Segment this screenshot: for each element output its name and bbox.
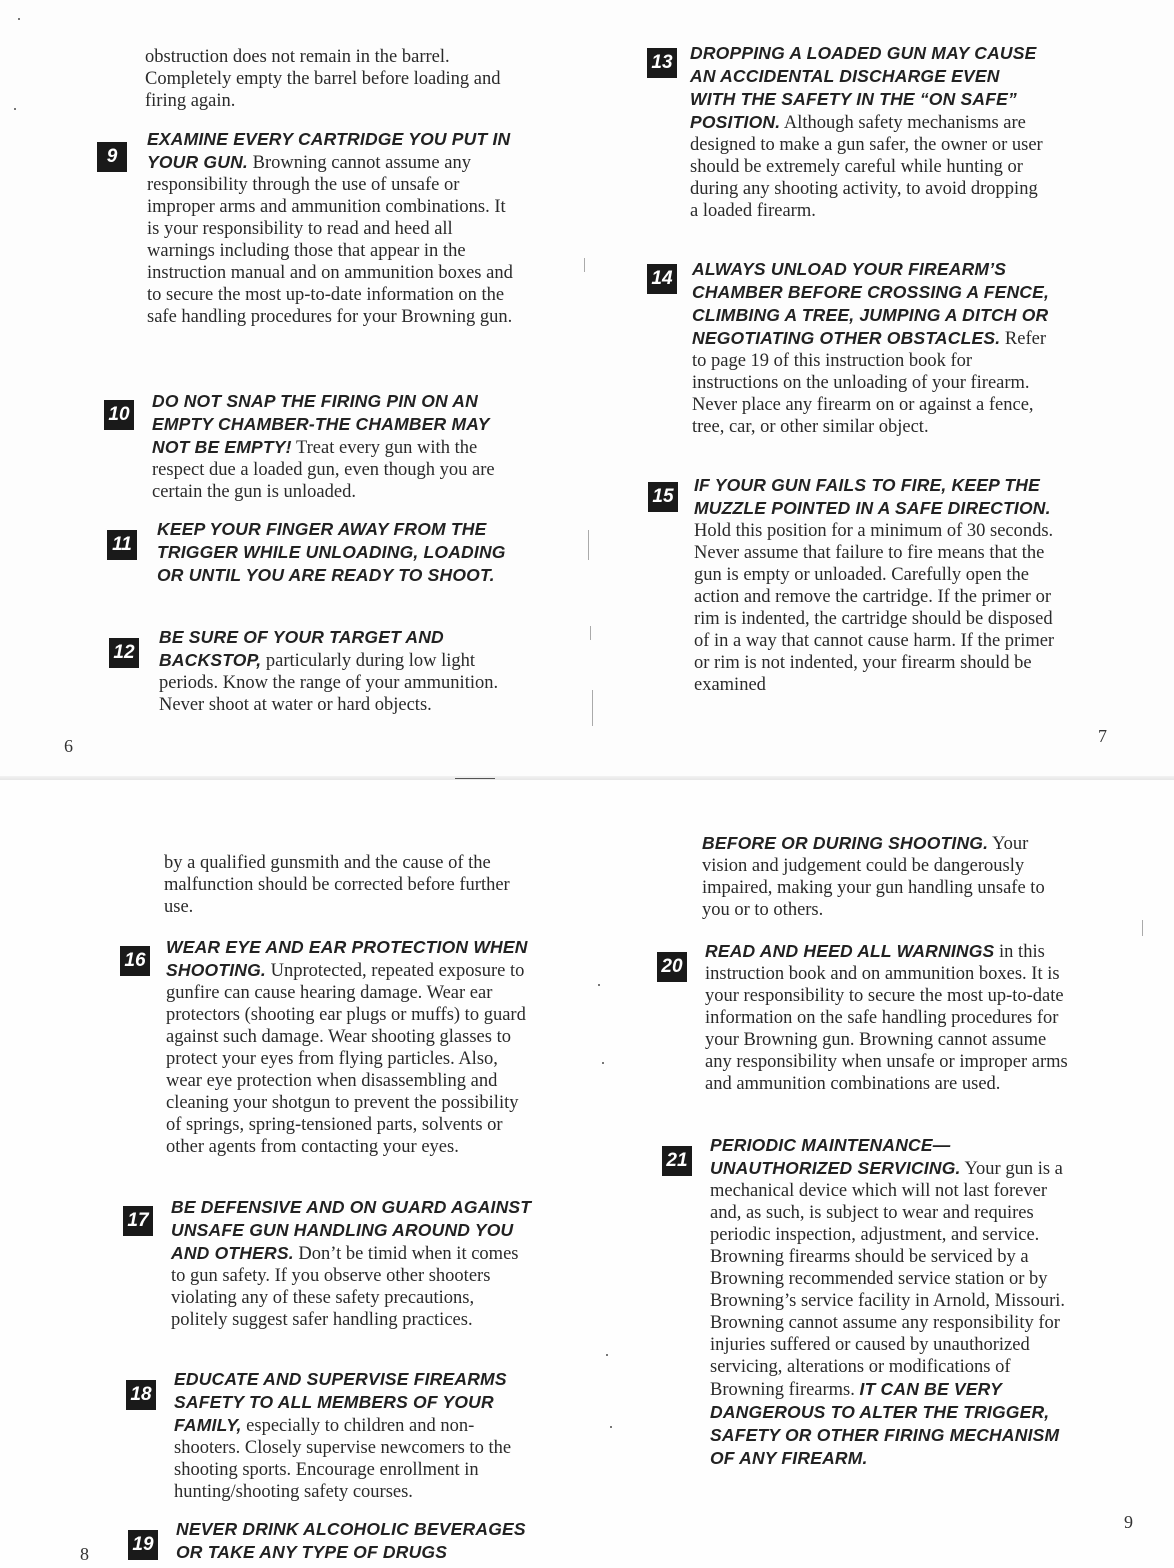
item-15 (652, 474, 1056, 696)
item-19 (132, 1518, 556, 1564)
page-number-6: 6 (64, 736, 73, 756)
item-heading: DROPPING A LOADED GUN MAY CAUSE AN ACCIDENTAL DISCHARGE EVEN WITH THE SAFETY IN THE “ON SAFE” POSITION. (690, 43, 1037, 132)
item-number-badge: 20 (657, 952, 687, 982)
item-body: Hold this position for a minimum of 30 seconds. Never assume that failure to fire means that the gun is empty or unloaded. Carefully open the action and remove the cartridge. If the primer or rim is indented, the cartridge should be disposed of in a way that cannot cause harm. If the primer or rim is not indented, your firearm should be examined (694, 521, 1055, 695)
item-16 (124, 936, 538, 1158)
page-8-lead-text: by a qualified gunsmith and the cause of the malfunction should be corrected before further use. (164, 853, 510, 917)
item-body: Don’t be timid when it comes to gun safety. If you observe other shooters violating any of these safety precautions, politely suggest safer handling practices. (171, 1244, 519, 1330)
item-number-badge: 15 (648, 482, 678, 512)
page-spread-bottom (0, 780, 1174, 1568)
page-spread-top (0, 0, 1174, 780)
item-11 (112, 518, 525, 587)
item-heading: READ AND HEED ALL WARNINGS (705, 941, 995, 961)
item-body: especially to children and non-shooters. Closely supervise newcomers to the shooting sports. Encourage enrollment in hunting/shooting safety courses. (174, 1416, 512, 1502)
item-13 (651, 42, 1050, 222)
item-heading: EXAMINE EVERY CARTRIDGE YOU PUT IN YOUR GUN. (147, 129, 511, 172)
scan-speck (598, 984, 600, 986)
item-number-badge: 21 (662, 1146, 692, 1176)
item-body: Treat every gun with the respect due a loaded gun, even though you are certain the gun is unloaded. (152, 438, 495, 502)
scan-mark (584, 258, 585, 272)
scan-speck (606, 1354, 608, 1356)
scan-mark (592, 690, 593, 726)
item-number-badge: 10 (104, 400, 134, 430)
page-6-lead-text: obstruction does not remain in the barrel. Completely empty the barrel before loading and firing again. (145, 47, 501, 111)
item-body: particularly during low light periods. Know the range of your ammunition. Never shoot at water or hard objects. (159, 651, 499, 715)
item-18 (130, 1368, 536, 1503)
scan-speck (602, 1062, 604, 1064)
item-14 (651, 258, 1054, 438)
item-heading: WEAR EYE AND EAR PROTECTION WHEN SHOOTING. (166, 937, 528, 980)
item-heading: KEEP YOUR FINGER AWAY FROM THE TRIGGER WHILE UNLOADING, LOADING OR UNTIL YOU ARE READY TO SHOOT. (157, 519, 506, 585)
item-20 (661, 940, 1069, 1095)
scan-mark (1142, 920, 1143, 936)
item-heading: BE DEFENSIVE AND ON GUARD AGAINST UNSAFE GUN HANDLING AROUND YOU AND OTHERS. (171, 1197, 532, 1263)
item-number-badge: 14 (647, 264, 677, 294)
scan-speck (18, 18, 20, 20)
scan-mark (588, 530, 589, 560)
item-heading: BE SURE OF YOUR TARGET AND BACKSTOP, (159, 627, 444, 670)
lead-body: Your vision and judgement could be dangerously impaired, making your gun handling unsafe to you or to others. (702, 834, 1045, 920)
scan-speck (14, 108, 16, 110)
page-6-column (145, 46, 525, 112)
item-17 (127, 1196, 535, 1331)
item-number-badge: 11 (107, 530, 137, 560)
item-heading: IF YOUR GUN FAILS TO FIRE, KEEP THE MUZZLE POINTED IN A SAFE DIRECTION. (694, 475, 1051, 518)
page-number-7: 7 (1098, 726, 1107, 746)
item-number-badge: 18 (126, 1380, 156, 1410)
item-21 (666, 1134, 1074, 1470)
scan-speck (610, 1426, 612, 1428)
item-number-badge: 17 (123, 1206, 153, 1236)
page-number-9: 9 (1124, 1512, 1133, 1532)
item-body: Refer to page 19 of this instruction book for instructions on the unloading of your firearm. Never place any firearm on or against a fence, tree, car, or other similar object. (692, 329, 1047, 437)
item-number-badge: 12 (109, 638, 139, 668)
item-9 (106, 128, 519, 328)
item-body: Your gun is a mechanical device which will not last forever and, as such, is subject to wear and requires periodic inspection, adjustment, and service. Browning firearms should be serviced by a Browning recommended service station or by Browning’s service facility in Arnold, Missouri. Browning cannot assume any responsibility for injuries suffered or caused by unauthorized servicing, alterations or modifications of Browning firearms. (710, 1159, 1066, 1400)
page-9-lead (702, 832, 1066, 921)
item-number-badge: 9 (97, 142, 127, 172)
item-number-badge: 16 (120, 946, 150, 976)
scan-mark (590, 626, 591, 640)
item-heading: ALWAYS UNLOAD YOUR FIREARM’S CHAMBER BEFORE CROSSING A FENCE, CLIMBING A TREE, JUMPING A DITCH OR NEGOTIATING OTHER OBSTACLES. (692, 259, 1050, 348)
item-heading: PERIODIC MAINTENANCE— UNAUTHORIZED SERVICING. (710, 1135, 961, 1178)
page-8-column (164, 852, 538, 918)
lead-heading: BEFORE OR DURING SHOOTING. (702, 833, 989, 853)
item-number-badge: 19 (128, 1530, 158, 1560)
item-body: in this instruction book and on ammunition boxes. It is your responsibility to secure the most up-to-date information on the safe handling procedures for your Browning gun. Browning cannot assume any responsibility when unsafe or improper arms and ammunition combinations are used. (705, 942, 1068, 1094)
item-heading: EDUCATE AND SUPERVISE FIREARMS SAFETY TO ALL MEMBERS OF YOUR FAMILY, (174, 1369, 507, 1435)
item-body: Although safety mechanisms are designed to make a gun safer, the owner or user should be extremely careful while hunting or during any shooting activity, to avoid dropping a loaded firearm. (690, 113, 1043, 221)
item-10 (108, 390, 524, 503)
item-heading: NEVER DRINK ALCOHOLIC BEVERAGES OR TAKE ANY TYPE OF DRUGS (176, 1519, 526, 1562)
item-body: Unprotected, repeated exposure to gunfire can cause hearing damage. Wear ear protectors (shooting ear plugs or muffs) to guard against such damage. Wear shooting glasses to protect your eyes from flying particles. Also, wear eye protection when disassembling and cleaning your shotgun to prevent the possibility of springs, spring-tensioned parts, solvents or other agents from contacting your eyes. (166, 961, 526, 1157)
fold-mark (455, 778, 495, 779)
item-number-badge: 13 (647, 48, 677, 78)
item-12 (113, 626, 531, 716)
item-warning-emphasis: IT CAN BE VERY DANGEROUS TO ALTER THE TRIGGER, SAFETY OR OTHER FIRING MECHANISM OF ANY FIREARM. (710, 1379, 1060, 1468)
item-heading: DO NOT SNAP THE FIRING PIN ON AN EMPTY CHAMBER-THE CHAMBER MAY NOT BE EMPTY! (152, 391, 490, 457)
item-body: Browning cannot assume any responsibility through the use of unsafe or improper arms and ammunition combinations. It is your responsibility to read and heed all warnings including those that appear in the instruction manual and on ammunition boxes and to secure the most up-to-date information on the safe handling procedures for your Browning gun. (147, 153, 513, 327)
page-number-8: 8 (80, 1544, 89, 1564)
